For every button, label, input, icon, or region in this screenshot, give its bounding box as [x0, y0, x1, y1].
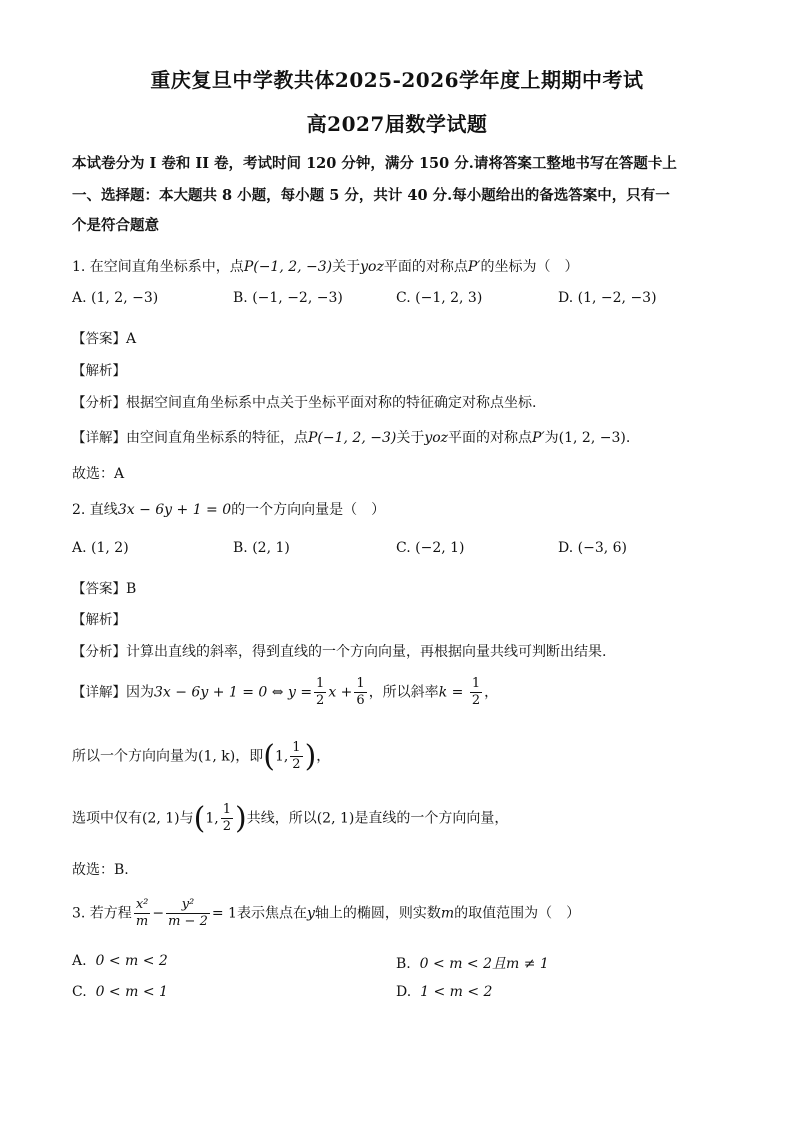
q2-detail: [72, 676, 498, 709]
q2-detail-pre: 因为: [126, 684, 154, 701]
q1-answer: [72, 327, 136, 347]
q3-option-d[interactable]: [396, 984, 492, 1000]
q2-fraction-slope: [470, 676, 482, 709]
q2-frac-vec-den: 2: [292, 757, 301, 772]
q2-frac-slope-den: 2: [471, 693, 481, 708]
q1-option-a[interactable]: [72, 290, 158, 306]
q1-detail-mid2: 平面的对称点: [448, 430, 533, 446]
q1-detail-pre: 由空间直角坐标系的特征，点: [126, 430, 308, 446]
q2-answer-label: 【答案】: [72, 581, 126, 597]
q2-line2-end: ，: [316, 748, 331, 765]
q2-frac-half-den: 2: [316, 693, 325, 708]
q2-line3-vec2: (2, 1): [316, 810, 355, 827]
q2-fraction-sixth: [354, 676, 366, 709]
q3-option-c[interactable]: [72, 984, 168, 1000]
q3-option-b[interactable]: [396, 953, 549, 973]
q1-point-prime: P′: [467, 259, 481, 275]
q1-choose: 故选：A: [72, 466, 125, 482]
q2-analysis-label: [72, 608, 126, 628]
q1-detail: [72, 426, 630, 447]
q1-fenxi: [72, 391, 536, 412]
q2-option-d-letter: D.: [558, 540, 574, 556]
q2-option-c-value: (−2, 1): [415, 540, 465, 556]
q3-minus: −: [152, 905, 165, 922]
q2-detail-x-plus: x +: [328, 684, 353, 701]
q2-line3-vec-a: 1,: [205, 810, 219, 827]
q3-eq-one: = 1: [211, 905, 237, 922]
q2-detail-line3: [72, 802, 508, 835]
q3-option-d-letter: D.: [396, 984, 412, 1000]
q3-stem: [72, 897, 580, 930]
q1-stem-mid2: 平面的对称点: [383, 259, 468, 275]
q3-option-a-value: 0 < m < 2: [95, 953, 168, 969]
q2-detail-line2: [72, 740, 330, 773]
q1-answer-label: 【答案】: [72, 331, 126, 347]
q2-fenxi-text: 计算出直线的斜率，得到直线的一个方向向量，再根据向量共线可判断出结果.: [126, 644, 607, 660]
q2-line3-vec: (2, 1): [142, 810, 180, 827]
q3-frac-x-den: m: [135, 914, 149, 929]
q2-line3-mid: 与: [179, 810, 194, 827]
q2-line2-vec: (1, k): [198, 748, 236, 765]
q3-frac-x-num: x²: [135, 897, 149, 912]
q1-option-c[interactable]: [396, 290, 482, 306]
q1-detail-plane: yoz: [424, 430, 449, 446]
q2-fraction-half: [314, 676, 326, 709]
q2-frac-vec2-den: 2: [222, 819, 231, 834]
intro-line-1: 本试卷分为 I 卷和 II 卷，考试时间 120 分钟，满分 150 分.请将答案工整地书写在答题卡上: [72, 155, 677, 172]
q3-option-c-letter: C.: [72, 984, 87, 1000]
q3-stem-pre: 3. 若方程: [72, 905, 132, 922]
q1-stem-post: 的坐标为（ ）: [480, 259, 579, 275]
q1-option-a-letter: A.: [72, 290, 87, 306]
q2-detail-equals: =: [451, 684, 464, 701]
exam-title: 重庆复旦中学教共体2025-2026学年度上期期中考试: [150, 68, 644, 92]
q2-option-c[interactable]: [396, 540, 465, 556]
q3-var-m: m: [440, 905, 455, 922]
q2-left-paren-2: (: [193, 800, 206, 836]
q3-option-b-value: 0 < m < 2且m ≠ 1: [419, 956, 549, 972]
q2-fraction-vec: [290, 740, 302, 773]
q1-detail-result: (1, 2, −3).: [558, 430, 631, 446]
intro-line-3: 个是符合题意: [72, 217, 159, 234]
q2-right-paren-2: ): [235, 800, 247, 836]
q3-option-a-letter: A.: [72, 953, 87, 969]
q1-detail-label: 【详解】: [72, 430, 126, 446]
q2-detail-label: 【详解】: [72, 684, 126, 701]
q2-option-b-value: (2, 1): [252, 540, 290, 556]
q3-stem-mid: 表示焦点在: [236, 905, 307, 922]
q1-point: P(−1, 2, −3): [243, 259, 333, 275]
q1-option-b-value: (−1, −2, −3): [252, 290, 343, 306]
q3-option-b-letter: B.: [396, 956, 411, 972]
q1-option-c-letter: C.: [396, 290, 411, 306]
q3-option-a[interactable]: [72, 953, 168, 969]
q2-fraction-vec2: [221, 802, 233, 835]
q3-fraction-x: [134, 897, 151, 930]
q1-detail-mid: 关于: [396, 430, 425, 446]
q2-line2-mid: ，即: [235, 748, 264, 765]
q1-option-d-letter: D.: [558, 290, 574, 306]
q3-stem-post: 的取值范围为（ ）: [454, 905, 581, 922]
q2-line3-end: 是直线的一个方向向量，: [354, 810, 509, 827]
q2-stem-pre: 2. 直线: [72, 502, 118, 518]
q2-option-d[interactable]: [558, 540, 627, 556]
q2-frac-vec-num: 1: [292, 740, 301, 755]
q3-option-d-value: 1 < m < 2: [420, 984, 493, 1000]
q2-option-a[interactable]: [72, 540, 129, 556]
q2-line3-mid2: 共线，所以: [246, 810, 317, 827]
q2-answer: [72, 577, 136, 597]
exam-subtitle: 高2027届数学试题: [306, 112, 488, 136]
q2-detail-k: k: [438, 684, 448, 701]
intro-line-2: 一、选择题：本大题共 8 小题，每小题 5 分，共计 40 分.每小题给出的备选答案中，只有一: [72, 187, 670, 204]
q2-option-a-letter: A.: [72, 540, 87, 556]
q2-option-b[interactable]: [233, 540, 290, 556]
q2-option-d-value: (−3, 6): [577, 540, 628, 556]
q2-fenxi-label: 【分析】: [72, 644, 126, 660]
q2-line-eq: 3x − 6y + 1 = 0: [117, 502, 232, 518]
q2-line2-vec2-a: 1,: [274, 748, 289, 765]
q1-option-a-value: (1, 2, −3): [91, 290, 159, 306]
q2-frac-sixth-den: 6: [356, 693, 365, 708]
q2-frac-half-num: 1: [316, 676, 325, 691]
q1-option-b-letter: B.: [233, 290, 248, 306]
q2-answer-value: B: [126, 581, 137, 597]
q2-detail-slope-pre: ，所以斜率: [368, 684, 439, 701]
q1-answer-value: A: [126, 331, 137, 347]
q2-option-c-letter: C.: [396, 540, 411, 556]
q3-stem-mid2: 轴上的椭圆，则实数: [314, 905, 441, 922]
q1-analysis-label: [72, 359, 126, 379]
q1-option-d[interactable]: [558, 290, 657, 306]
q3-fraction-y: [166, 897, 210, 930]
q3-frac-y-num: y²: [166, 897, 210, 914]
q2-option-a-value: (1, 2): [91, 540, 129, 556]
q3-option-c-value: 0 < m < 1: [95, 984, 168, 1000]
q2-line3-pre: 选项中仅有: [72, 810, 142, 827]
q1-stem-mid: 关于: [332, 259, 361, 275]
q2-choose: 故选：B.: [72, 862, 129, 878]
q2-stem-post: 的一个方向向量是（ ）: [231, 502, 386, 518]
q2-frac-vec2-num: 1: [222, 802, 231, 817]
q1-option-c-value: (−1, 2, 3): [415, 290, 483, 306]
q1-detail-mid3: 为: [544, 430, 559, 446]
q2-option-b-letter: B.: [233, 540, 248, 556]
q1-analysis-label-text: 【解析】: [72, 363, 126, 379]
q1-fenxi-label: 【分析】: [72, 395, 126, 411]
q1-detail-pprime: P′: [532, 430, 545, 446]
q2-detail-comma: ，: [484, 684, 499, 701]
q2-line2-pre: 所以一个方向向量为: [72, 748, 198, 765]
q2-fenxi: [72, 640, 606, 661]
q1-plane: yoz: [360, 259, 384, 275]
q2-left-paren-1: (: [263, 738, 275, 774]
q1-option-d-value: (1, −2, −3): [577, 290, 657, 306]
q2-frac-slope-num: 1: [471, 676, 481, 691]
q2-stem: [72, 499, 385, 519]
q1-stem: [72, 256, 578, 276]
q2-frac-sixth-num: 1: [356, 676, 365, 691]
q2-right-paren-1: ): [304, 738, 317, 774]
q2-analysis-label-text: 【解析】: [72, 612, 126, 628]
q2-detail-eq: 3x − 6y + 1 = 0 ⇔ y =: [154, 684, 313, 701]
q3-axis-y: y: [306, 905, 315, 922]
q1-detail-point: P(−1, 2, −3): [308, 430, 397, 446]
q1-fenxi-text: 根据空间直角坐标系中点关于坐标平面对称的特征确定对称点坐标.: [126, 395, 537, 411]
q1-option-b[interactable]: [233, 290, 343, 306]
q3-frac-y-den: m − 2: [168, 914, 208, 929]
q1-stem-pre: 1. 在空间直角坐标系中，点: [72, 259, 244, 275]
